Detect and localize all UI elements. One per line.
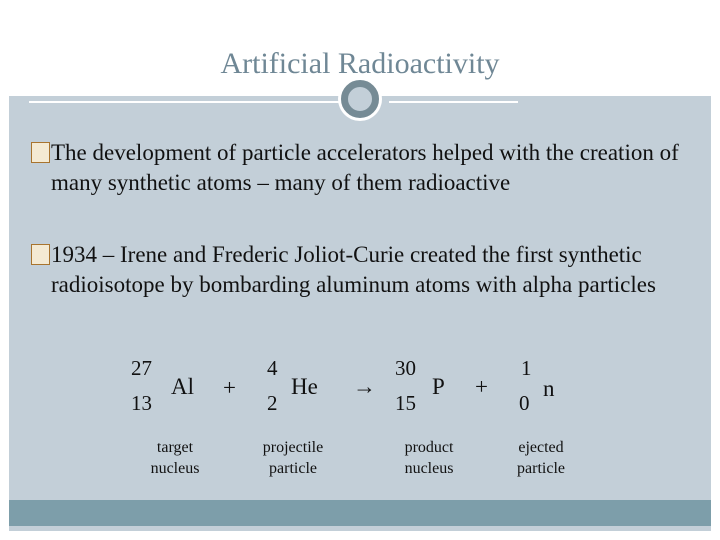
nuclear-equation	[9, 0, 711, 540]
projectile-atomic-number: 2	[267, 391, 278, 415]
target-symbol: Al	[171, 374, 194, 399]
target-mass-number: 27	[131, 356, 152, 380]
plus-sign: +	[223, 375, 236, 400]
product-atomic-number: 15	[395, 391, 416, 415]
product-mass-number: 30	[395, 356, 416, 380]
ejected-atomic-number: 0	[519, 391, 530, 415]
bullet-text: The development of particle accelerators helped with the creation of many synthetic atoms – many of them radioactive	[51, 140, 679, 195]
reaction-arrow-icon: →	[353, 374, 376, 399]
target-atomic-number: 13	[131, 391, 152, 415]
footer-bar	[9, 500, 711, 526]
projectile-label: projectile particle	[262, 439, 324, 477]
target-label: target nucleus	[150, 439, 200, 477]
slide-title: Artificial Radioactivity	[220, 47, 500, 80]
product-symbol: P	[432, 374, 445, 399]
ejected-symbol: n	[543, 376, 555, 401]
plus-sign: +	[475, 374, 488, 399]
projectile-mass-number: 4	[267, 356, 278, 380]
ejected-mass-number: 1	[521, 356, 532, 380]
ejected-label: ejected particle	[517, 439, 565, 477]
projectile-symbol: He	[291, 374, 318, 399]
product-label: product nucleus	[404, 439, 454, 477]
bullet-text: 1934 – Irene and Frederic Joliot-Curie created the first synthetic radioisotope by bombarding aluminum atoms with alpha particles	[51, 242, 656, 297]
